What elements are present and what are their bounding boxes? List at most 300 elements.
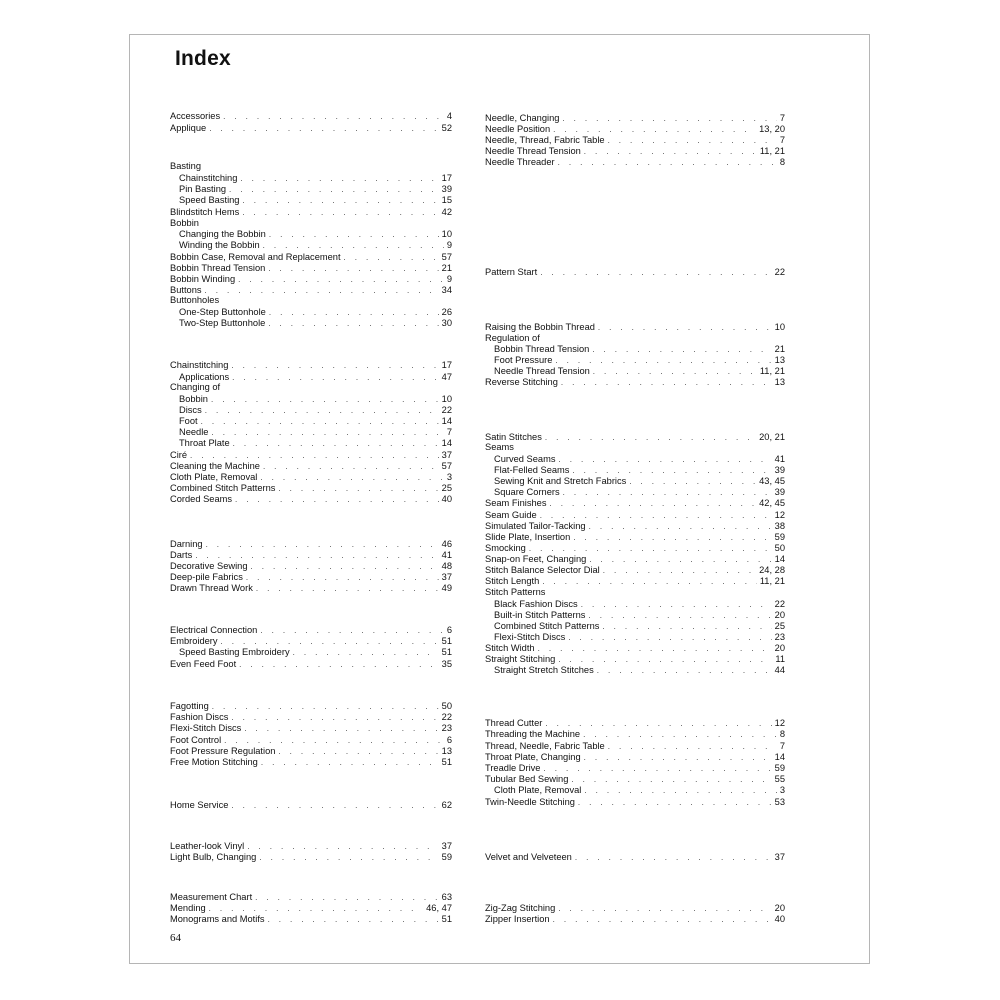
index-entry-pages: 20	[774, 643, 785, 653]
dot-leader	[538, 643, 772, 654]
dot-leader	[542, 576, 757, 587]
index-entry	[170, 800, 452, 811]
index-entry-pages: 9	[446, 274, 452, 284]
index-entry	[485, 510, 785, 521]
index-entry-label: Seam Finishes	[485, 498, 547, 508]
index-entry-label: Two-Step Buttonhole	[179, 318, 266, 328]
dot-leader	[589, 554, 771, 565]
index-entry	[485, 621, 785, 632]
index-entry-pages: 20, 21	[759, 432, 785, 442]
index-entry-pages: 39	[774, 465, 785, 475]
index-entry-label: Flat-Felled Seams	[494, 465, 570, 475]
dot-leader	[242, 207, 438, 218]
index-entry-pages: 10	[441, 229, 452, 239]
dot-leader	[224, 735, 444, 746]
index-entry-pages: 41	[774, 454, 785, 464]
index-entry-pages: 41	[441, 550, 452, 560]
index-entry-pages: 6	[446, 625, 452, 635]
index-entry-label: Chainstitching	[170, 360, 229, 370]
dot-leader	[278, 483, 438, 494]
index-entry-label: Needle Thread Tension	[485, 146, 581, 156]
index-entry-pages: 51	[441, 757, 452, 767]
index-entry	[485, 643, 785, 654]
dot-leader	[268, 914, 439, 925]
dot-leader	[231, 712, 438, 723]
index-entry-pages: 8	[779, 729, 785, 739]
dot-leader	[597, 665, 772, 676]
index-entry	[170, 427, 452, 438]
index-entry-label: Measurement Chart	[170, 892, 253, 902]
index-entry	[170, 307, 452, 318]
index-entry-label: One-Step Buttonhole	[179, 307, 266, 317]
index-entry	[485, 914, 785, 925]
index-entry	[170, 539, 452, 550]
index-entry-label: Square Corners	[494, 487, 560, 497]
index-entry-label: Bobbin Thread Tension	[494, 344, 590, 354]
index-entry-pages: 37	[774, 852, 785, 862]
index-entry	[485, 665, 785, 676]
index-entry-label: Applique	[170, 123, 207, 133]
index-entry	[170, 892, 452, 903]
index-entry-label: Throat Plate, Changing	[485, 752, 581, 762]
index-entry-label: Embroidery	[170, 636, 218, 646]
dot-leader	[562, 113, 776, 124]
index-entry	[170, 701, 452, 712]
index-entry	[485, 763, 785, 774]
index-entry	[485, 729, 785, 740]
index-entry-label: Tubular Bed Sewing	[485, 774, 569, 784]
index-entry	[170, 472, 452, 483]
dot-leader	[205, 405, 439, 416]
index-entry	[485, 554, 785, 565]
dot-leader	[573, 532, 771, 543]
index-entry-pages: 55	[774, 774, 785, 784]
index-entry-pages: 35	[441, 659, 452, 669]
index-entry-label: Accessories	[170, 111, 221, 121]
index-entry-pages: 51	[441, 647, 452, 657]
dot-leader	[589, 521, 772, 532]
dot-leader	[561, 377, 772, 388]
dot-leader	[588, 610, 771, 621]
index-entry-label: Fagotting	[170, 701, 209, 711]
index-entry	[485, 532, 785, 543]
index-entry-pages: 13	[774, 355, 785, 365]
dot-leader	[293, 647, 439, 658]
index-entry	[485, 498, 785, 509]
index-entry-label: Light Bulb, Changing	[170, 852, 257, 862]
index-entry	[485, 576, 785, 587]
index-entry-pages: 4	[446, 111, 452, 121]
index-entry	[485, 543, 785, 554]
index-entry	[485, 741, 785, 752]
index-entry	[485, 903, 785, 914]
index-entry-label: Discs	[179, 405, 202, 415]
index-entry-label: Threading the Machine	[485, 729, 581, 739]
index-entry-label: Drawn Thread Work	[170, 583, 253, 593]
index-entry-label: Velvet and Velveteen	[485, 852, 572, 862]
dot-leader	[238, 274, 444, 285]
index-entry-pages: 39	[774, 487, 785, 497]
index-entry	[485, 146, 785, 157]
dot-leader	[571, 774, 771, 785]
index-entry	[170, 416, 452, 427]
index-entry-pages: 8	[779, 157, 785, 167]
index-entry-pages: 21	[441, 263, 452, 273]
dot-leader	[558, 654, 772, 665]
dot-leader	[205, 285, 439, 296]
index-entry	[170, 318, 452, 329]
dot-leader	[269, 229, 439, 240]
index-entry	[170, 252, 452, 263]
index-heading: Buttonholes	[170, 295, 220, 305]
index-entry	[170, 841, 452, 852]
index-entry-label: Sewing Knit and Stretch Fabrics	[494, 476, 627, 486]
dot-leader	[583, 729, 777, 740]
index-entry-label: Mending	[170, 903, 206, 913]
index-entry-label: Needle Thread Tension	[494, 366, 590, 376]
dot-leader	[261, 757, 439, 768]
dot-leader	[190, 450, 439, 461]
index-entry-pages: 38	[774, 521, 785, 531]
dot-leader	[211, 394, 439, 405]
index-entry-pages: 62	[441, 800, 452, 810]
index-entry	[170, 572, 452, 583]
index-page	[129, 34, 870, 964]
index-entry	[485, 565, 785, 576]
index-entry-pages: 37	[441, 841, 452, 851]
index-entry-pages: 42, 45	[759, 498, 785, 508]
index-entry	[485, 355, 785, 366]
index-entry-pages: 59	[441, 852, 452, 862]
index-entry	[170, 625, 452, 636]
dot-leader	[246, 572, 439, 583]
index-entry-pages: 23	[774, 632, 785, 642]
index-entry-label: Thread, Needle, Fabric Table	[485, 741, 605, 751]
index-entry-pages: 14	[441, 416, 452, 426]
index-entry-pages: 12	[774, 718, 785, 728]
index-entry-pages: 13	[441, 746, 452, 756]
index-entry-label: Ciré	[170, 450, 188, 460]
index-entry-label: Buttons	[170, 285, 202, 295]
dot-leader	[608, 741, 777, 752]
index-entry-label: Stitch Length	[485, 576, 540, 586]
index-entry	[170, 450, 452, 461]
index-entry-label: Cloth Plate, Removal	[170, 472, 258, 482]
dot-leader	[260, 625, 443, 636]
index-entry	[170, 852, 452, 863]
index-entry-pages: 24, 28	[759, 565, 785, 575]
index-entry-pages: 14	[441, 438, 452, 448]
dot-leader	[209, 903, 423, 914]
index-entry-label: Reverse Stitching	[485, 377, 558, 387]
index-entry	[170, 111, 452, 122]
index-entry	[170, 723, 452, 734]
index-entry-label: Bobbin Case, Removal and Replacement	[170, 252, 341, 262]
index-entry-label: Black Fashion Discs	[494, 599, 578, 609]
index-entry-label: Monograms and Motifs	[170, 914, 265, 924]
dot-leader	[593, 366, 757, 377]
index-entry-label: Bobbin Thread Tension	[170, 263, 266, 273]
index-entry-pages: 57	[441, 461, 452, 471]
dot-leader	[592, 344, 771, 355]
index-entry-pages: 22	[774, 599, 785, 609]
dot-leader	[223, 111, 444, 122]
index-entry-label: Leather-look Vinyl	[170, 841, 245, 851]
index-entry	[170, 461, 452, 472]
dot-leader	[584, 146, 757, 157]
dot-leader	[550, 498, 757, 509]
page-number: 64	[170, 932, 181, 944]
index-entry-pages: 20	[774, 903, 785, 913]
index-entry-pages: 43, 45	[759, 476, 785, 486]
index-entry	[170, 914, 452, 925]
dot-leader	[235, 494, 439, 505]
dot-leader	[211, 427, 443, 438]
index-entry-pages: 53	[774, 797, 785, 807]
index-entry-label: Foot Control	[170, 735, 222, 745]
index-entry	[170, 494, 452, 505]
dot-leader	[229, 184, 439, 195]
index-entry-pages: 46, 47	[426, 903, 452, 913]
dot-leader	[263, 240, 444, 251]
dot-leader	[212, 701, 439, 712]
index-entry-label: Raising the Bobbin Thread	[485, 322, 595, 332]
dot-leader	[232, 372, 439, 383]
index-entry-pages: 26	[441, 307, 452, 317]
index-entry-label: Treadle Drive	[485, 763, 541, 773]
page-title: Index	[175, 47, 231, 70]
index-entry-pages: 7	[779, 135, 785, 145]
index-entry-pages: 3	[446, 472, 452, 482]
index-entry-label: Needle Position	[485, 124, 551, 134]
dot-leader	[242, 195, 438, 206]
index-entry-pages: 7	[779, 113, 785, 123]
dot-leader	[581, 599, 772, 610]
dot-leader	[268, 318, 438, 329]
index-entry	[170, 550, 452, 561]
dot-leader	[629, 476, 756, 487]
index-entry-pages: 40	[441, 494, 452, 504]
index-entry	[485, 785, 785, 796]
index-entry-pages: 59	[774, 763, 785, 773]
index-entry	[485, 157, 785, 168]
index-entry	[170, 123, 452, 134]
index-entry-label: Satin Stitches	[485, 432, 542, 442]
index-entry-pages: 17	[441, 360, 452, 370]
index-entry	[485, 344, 785, 355]
index-entry-pages: 52	[441, 123, 452, 133]
index-entry-label: Applications	[179, 372, 230, 382]
index-entry	[170, 405, 452, 416]
index-entry	[485, 476, 785, 487]
index-entry-label: Fashion Discs	[170, 712, 229, 722]
index-entry	[170, 647, 452, 658]
index-entry-pages: 47	[441, 372, 452, 382]
index-entry-label: Thread Cutter	[485, 718, 543, 728]
index-entry-pages: 44	[774, 665, 785, 675]
dot-leader	[608, 135, 777, 146]
dot-leader	[543, 763, 771, 774]
index-entry-pages: 50	[774, 543, 785, 553]
dot-leader	[558, 157, 777, 168]
index-entry	[485, 113, 785, 124]
index-entry-pages: 63	[441, 892, 452, 902]
dot-leader	[278, 746, 438, 757]
dot-leader	[558, 903, 771, 914]
index-entry	[485, 718, 785, 729]
dot-leader	[244, 723, 438, 734]
index-entry-label: Corded Seams	[170, 494, 233, 504]
index-entry-pages: 30	[441, 318, 452, 328]
index-entry	[170, 483, 452, 494]
index-entry	[170, 659, 452, 670]
index-entry	[485, 632, 785, 643]
index-entry	[170, 229, 452, 240]
index-entry-pages: 3	[779, 785, 785, 795]
index-entry	[170, 636, 452, 647]
index-entry	[485, 852, 785, 863]
index-entry-label: Throat Plate	[179, 438, 230, 448]
index-entry	[485, 797, 785, 808]
index-entry-pages: 50	[441, 701, 452, 711]
index-entry	[170, 184, 452, 195]
index-entry-pages: 22	[441, 405, 452, 415]
index-entry	[170, 274, 452, 285]
index-entry-label: Bobbin	[179, 394, 208, 404]
index-entry	[485, 267, 785, 278]
index-heading: Regulation of	[485, 333, 540, 343]
index-entry-label: Needle	[179, 427, 209, 437]
index-entry-label: Simulated Tailor-Tacking	[485, 521, 586, 531]
index-entry-label: Pin Basting	[179, 184, 227, 194]
index-entry-pages: 59	[774, 532, 785, 542]
index-entry	[170, 195, 452, 206]
dot-leader	[568, 632, 771, 643]
index-entry-label: Foot Pressure	[494, 355, 553, 365]
dot-leader	[575, 852, 772, 863]
index-entry-label: Speed Basting Embroidery	[179, 647, 290, 657]
index-entry-pages: 11, 21	[759, 576, 785, 586]
index-entry-label: Pattern Start	[485, 267, 538, 277]
dot-leader	[559, 454, 772, 465]
dot-leader	[209, 123, 438, 134]
index-entry	[170, 583, 452, 594]
index-entry	[170, 561, 452, 572]
dot-leader	[240, 173, 438, 184]
index-entry-label: Twin-Needle Stitching	[485, 797, 575, 807]
dot-leader	[239, 659, 439, 670]
index-entry-label: Smocking	[485, 543, 526, 553]
dot-leader	[256, 583, 439, 594]
index-entry-pages: 57	[441, 252, 452, 262]
index-entry-label: Foot	[179, 416, 198, 426]
index-entry	[170, 207, 452, 218]
index-entry-pages: 51	[441, 914, 452, 924]
index-entry-label: Combined Stitch Patterns	[170, 483, 276, 493]
index-entry	[485, 465, 785, 476]
index-entry-pages: 46	[441, 539, 452, 549]
dot-leader	[269, 307, 439, 318]
index-entry	[485, 752, 785, 763]
index-entry	[170, 712, 452, 723]
index-entry	[485, 454, 785, 465]
index-entry-pages: 10	[774, 322, 785, 332]
index-entry-pages: 6	[446, 735, 452, 745]
index-entry-label: Curved Seams	[494, 454, 556, 464]
dot-leader	[247, 841, 438, 852]
index-entry	[170, 757, 452, 768]
dot-leader	[545, 718, 771, 729]
index-entry	[170, 173, 452, 184]
index-entry	[485, 377, 785, 388]
index-entry-pages: 25	[441, 483, 452, 493]
dot-leader	[555, 355, 771, 366]
dot-leader	[231, 800, 438, 811]
index-entry-label: Stitch Balance Selector Dial	[485, 565, 600, 575]
index-entry	[170, 240, 452, 251]
dot-leader	[553, 124, 756, 135]
index-entry-label: Straight Stretch Stitches	[494, 665, 594, 675]
index-entry	[170, 735, 452, 746]
index-entry-pages: 11, 21	[759, 366, 785, 376]
index-entry-label: Needle, Thread, Fabric Table	[485, 135, 605, 145]
dot-leader	[578, 797, 772, 808]
dot-leader	[584, 785, 777, 796]
index-entry-pages: 11	[775, 654, 785, 664]
index-entry-pages: 37	[441, 572, 452, 582]
dot-leader	[231, 360, 438, 371]
index-entry	[170, 438, 452, 449]
dot-leader	[584, 752, 772, 763]
index-entry-label: Foot Pressure Regulation	[170, 746, 276, 756]
index-entry-label: Flexi-Stitch Discs	[170, 723, 242, 733]
dot-leader	[221, 636, 439, 647]
index-entry-pages: 7	[779, 741, 785, 751]
index-entry-label: Changing the Bobbin	[179, 229, 266, 239]
index-entry-label: Straight Stitching	[485, 654, 556, 664]
index-heading: Stitch Patterns	[485, 587, 546, 597]
index-entry-pages: 22	[774, 267, 785, 277]
index-entry-pages: 48	[441, 561, 452, 571]
dot-leader	[553, 914, 772, 925]
index-entry-pages: 25	[774, 621, 785, 631]
index-heading: Bobbin	[170, 218, 199, 228]
index-entry	[485, 322, 785, 333]
index-entry-pages: 7	[446, 427, 452, 437]
index-entry	[170, 903, 452, 914]
index-entry-label: Decorative Sewing	[170, 561, 248, 571]
index-entry-label: Slide Plate, Insertion	[485, 532, 571, 542]
dot-leader	[268, 263, 438, 274]
index-entry-pages: 37	[441, 450, 452, 460]
index-entry	[485, 521, 785, 532]
index-heading: Seams	[485, 442, 514, 452]
index-entry	[485, 432, 785, 443]
index-entry	[170, 394, 452, 405]
index-entry	[485, 366, 785, 377]
index-entry-pages: 12	[774, 510, 785, 520]
index-entry-pages: 14	[774, 752, 785, 762]
dot-leader	[259, 852, 438, 863]
index-entry-label: Cloth Plate, Removal	[494, 785, 582, 795]
index-entry-label: Bobbin Winding	[170, 274, 236, 284]
index-heading: Basting	[170, 161, 202, 171]
dot-leader	[540, 267, 771, 278]
index-entry-label: Seam Guide	[485, 510, 537, 520]
index-entry	[170, 746, 452, 757]
index-entry-pages: 9	[446, 240, 452, 250]
index-entry-label: Needle, Changing	[485, 113, 560, 123]
